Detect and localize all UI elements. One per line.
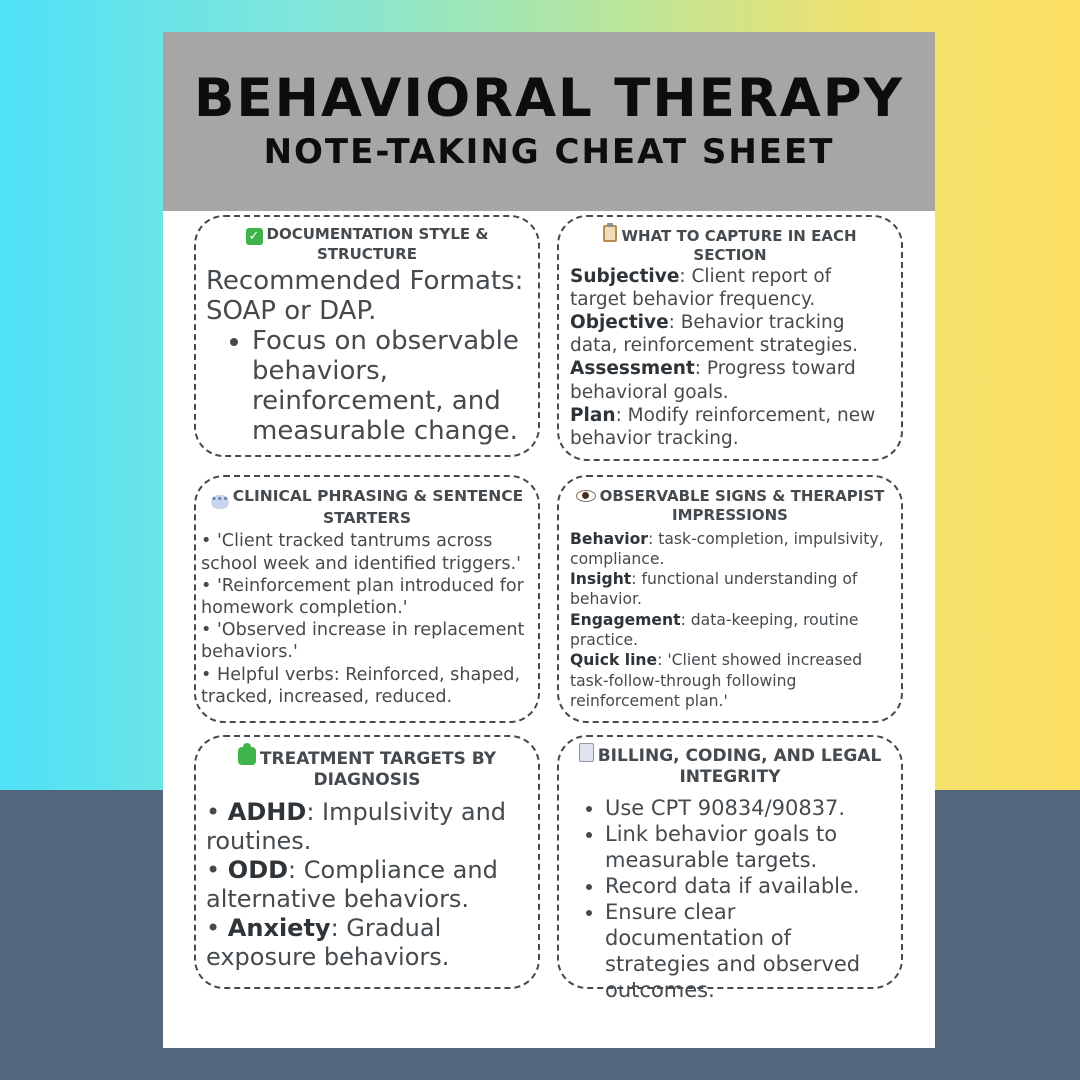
item-text: : task-completion, impulsivity, compliance. <box>570 529 884 568</box>
speech-bubble-icon: ••• <box>211 495 229 509</box>
item-label: Anxiety <box>227 913 331 942</box>
puzzle-piece-icon <box>238 747 256 765</box>
clipboard-icon <box>603 225 617 242</box>
list-item: • 'Client tracked tantrums across school week and identified triggers.' <box>201 531 522 574</box>
item-label: Insight <box>570 570 632 589</box>
item-text: : Gradual exposure behaviors. <box>206 913 450 971</box>
list-item: • Ensure clear documentation of strategies and observed outcomes. <box>605 899 895 1003</box>
card-documentation-style <box>194 215 540 457</box>
card-clinical-phrasing <box>194 475 540 723</box>
card-title <box>559 217 901 265</box>
card-title-text: DOCUMENTATION STYLE & STRUCTURE <box>266 225 489 263</box>
page-title: BEHAVIORAL THERAPY <box>194 68 904 129</box>
document-icon <box>579 743 594 762</box>
item-text: : Client report of target behavior frequency. <box>570 265 832 310</box>
list-item: • Focus on observable behaviors, reinforcement, and measurable change. <box>252 326 530 446</box>
targets-list <box>196 792 538 972</box>
item-label: Engagement <box>570 610 681 629</box>
card-treatment-targets <box>194 735 540 989</box>
check-mark-icon: ✓ <box>246 228 263 245</box>
list-item <box>570 610 895 651</box>
item-label: Quick line <box>570 651 658 670</box>
card-observable-signs <box>557 475 903 723</box>
list-item <box>206 914 530 972</box>
card-title <box>196 477 538 528</box>
phrase-list <box>196 528 538 708</box>
list-item <box>570 265 893 311</box>
list-item: • 'Reinforcement plan introduced for homework completion.' <box>201 575 524 618</box>
header-banner <box>163 32 935 211</box>
list-item <box>570 569 895 610</box>
billing-list <box>605 795 895 1003</box>
item-label: ODD <box>227 855 289 884</box>
item-text: : data-keeping, routine practice. <box>570 610 859 649</box>
card-title <box>559 737 901 789</box>
item-bullet: • <box>206 855 228 884</box>
item-bullet: • <box>206 913 228 942</box>
card-title <box>196 217 538 264</box>
list-item: • Link behavior goals to measurable targets. <box>605 821 895 873</box>
list-item <box>570 650 895 711</box>
list-item <box>570 311 893 357</box>
list-item: • Record data if available. <box>605 873 895 899</box>
item-label: Objective <box>570 311 669 333</box>
bullet-list <box>252 326 530 446</box>
card-title-text: WHAT TO CAPTURE IN EACH SECTION <box>621 227 857 264</box>
list-item <box>206 856 530 914</box>
list-item <box>570 357 893 403</box>
item-text: : Behavior tracking data, reinforcement strategies. <box>570 311 858 357</box>
list-item <box>206 798 530 856</box>
item-text: : Impulsivity and routines. <box>206 797 507 855</box>
item-label: Subjective <box>570 265 680 287</box>
card-title-text: TREATMENT TARGETS BY DIAGNOSIS <box>259 749 497 791</box>
item-label: ADHD <box>227 797 307 826</box>
item-label: Behavior <box>570 529 648 548</box>
card-title <box>196 737 538 792</box>
page-subtitle: NOTE-TAKING CHEAT SHEET <box>263 132 835 172</box>
card-billing-coding <box>557 735 903 1002</box>
card-what-to-capture <box>557 215 903 461</box>
card-title-text: BILLING, CODING, AND LEGAL INTEGRITY <box>597 746 882 788</box>
list-item: • Use CPT 90834/90837. <box>605 795 895 821</box>
list-item <box>570 404 893 450</box>
item-label: Plan <box>570 404 616 426</box>
list-item: • Helpful verbs: Reinforced, shaped, tracked, increased, reduced. <box>201 664 521 707</box>
item-bullet: • <box>206 797 228 826</box>
item-label: Assessment <box>570 358 695 380</box>
recommended-formats: Recommended Formats: SOAP or DAP. <box>206 265 524 326</box>
item-text: : functional understanding of behavior. <box>570 570 858 609</box>
list-item <box>570 529 895 570</box>
item-text: : Progress toward behavioral goals. <box>570 358 856 403</box>
cheat-sheet-page <box>163 32 935 1048</box>
card-title <box>559 477 901 525</box>
item-text: : 'Client showed increased task-follow-through following reinforcement plan.' <box>570 651 863 710</box>
list-item: • 'Observed increase in replacement behaviors.' <box>201 620 525 663</box>
eye-icon <box>576 490 596 502</box>
section-list <box>559 265 901 451</box>
card-title-text: OBSERVABLE SIGNS & THERAPIST IMPRESSIONS <box>599 487 885 524</box>
item-text: : Compliance and alternative behaviors. <box>206 855 498 913</box>
signs-list <box>559 525 901 712</box>
item-text: : Modify reinforcement, new behavior tracking. <box>570 404 876 449</box>
card-title-text: CLINICAL PHRASING & SENTENCE STARTERS <box>232 487 524 527</box>
